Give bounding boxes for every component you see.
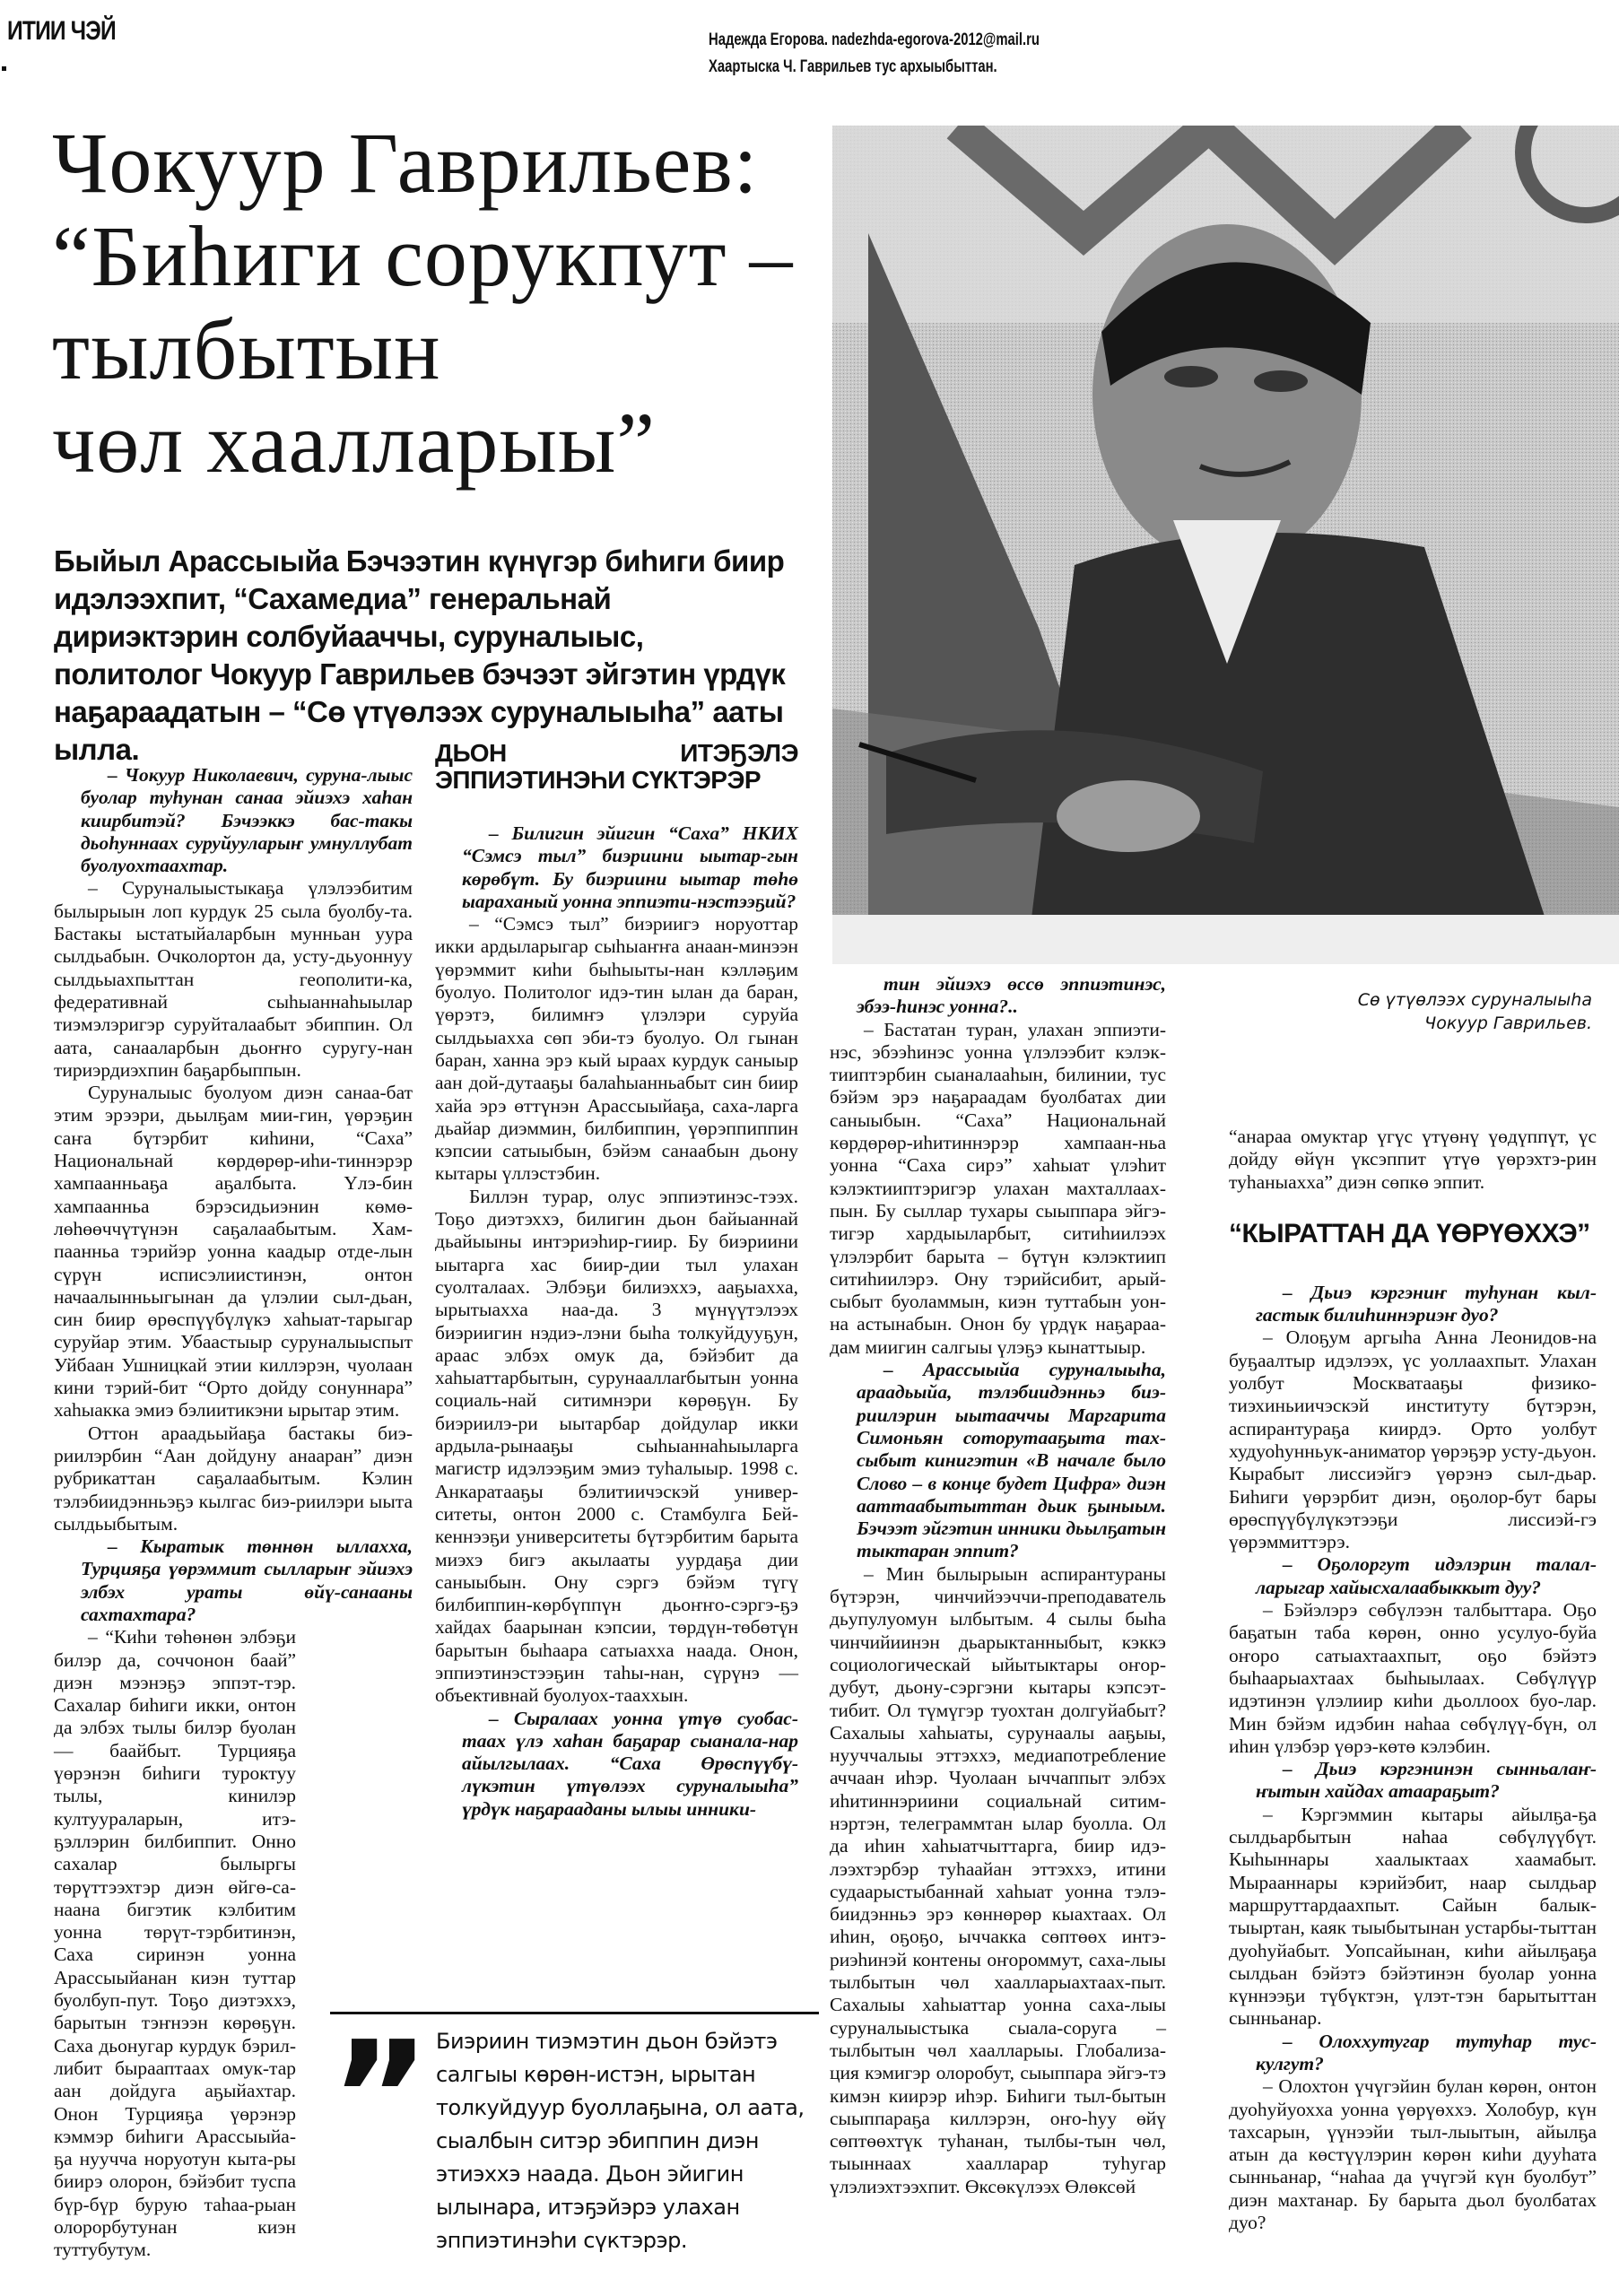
headline-line: Чокуур Гаврильев: <box>52 115 759 211</box>
interview-answer: – Суруналыыстыкаҕа үлэлээбитим былырыын лоп курдук 25 сыла буолбу-та. Бастакы ыстатыйаларбын мунньан уура сылдьабын. Очколортон да, усту-дьуоннуу сылдьыахпыттан геополити-ка, федеративнай сыһыаннаһыылар тиэмэлэригэр суруйталаабыт эбиппин. Ол аата, санааларбын дьоҥҥо суругу-нан тириэрдиэхпин баҕарбыппын. <box>54 877 413 1081</box>
section-subhead: “КЫРАТТАН ДА ҮӨРҮӨХХЭ” <box>1229 1218 1590 1248</box>
section-rubric: ИТИИ ЧЭЙ <box>7 16 116 46</box>
interview-question: – Олоххутугар тутуһар тус-кулгут? <box>1256 2030 1597 2074</box>
interview-answer: Биллэн турар, олус эппиэтинэс-тээх. Тоҕо диэтэххэ, билигин дьон байыаннай дьайыыны интэриэһир-гиир. Бу биэриини ыытарга хас биир-дии тыл улахан суолталаах. Элбэҕи билиэххэ, ааҕыахха, ырытыахха наа-да. 3 мүнүүтэлээх биэриигин нэдиэ-лэни быһа толкуйдууҕун, араас элбэх омук да, бэйэбит да хаһыаттарбытын, сурунааллarбытын уонна социаль-най ситимнэри көрөҕүн. Бу биэриилэ-ри ыытарбар дойдулар икки ардыла-рынааҕы сыһыаннаһыыларга магистр идэлээҕим эмиэ туһалыыр. 1998 с. Анкаратааҕы бэлитиичэскэй универ-ситеты, онтон 2000 с. Стамбулга Бей-кеннээҕи университеты бүтэрбитим барыта миэхэ бигэ акылааты уурдаҕа дии саныыбын. Ону сэргэ бэйэм түгү билбиппин-көрбүппүн дьоҥҥо-сэргэ-ҕэ хайдах баарынан кэпсии, төрдүн-төбөтүн барытын быһаара сатыахха наада. Онон, эппиэтинэстээҕин таһы-нан, сүрүнэ — объективнай буолуох-тааххын. <box>435 1185 798 1707</box>
headline-line: “Биһиги сорукпут – <box>52 208 794 304</box>
interview-question: – Арассыыйа суруналыыһа, араадьыйа, тэлэбиидэнньэ биэ-риилэрин ыытааччы Маргарита Симоньян соторутааҕыта тах-сыбыт кинигэтин «В начале было Слово – в конце будет Цифра» диэн ааттаабытыттан дьик ҕыныым. Бэчээт эйгэтин инники дьылҕатын тыктаран эппит? <box>857 1359 1166 1562</box>
interview-question: – Билигин эйигин “Саха” НКИХ “Сэмсэ тыл” биэриини ыытар-гын көрөбүт. Бу биэриини ыытар төһө ыараханый уонна эппиэти-нэстээҕий? <box>462 822 798 912</box>
headline <box>52 117 913 490</box>
portrait-photo <box>832 126 1619 964</box>
interview-answer: – Мин былырыын аспирантураны бүтэрэн, чинчийээччи-преподаватель дьупулуомун ылбытым. 4 сылы быһа чинчийиинэн дьарыктанныбыт, кэккэ социологическай ыйытыктары оҥор-дубут, дьону-сэргэни кытары кэпсэт-тибит. Ол түмүгэр туохтан долгуйабыт? Сахалыы хаһыаты, сурунаалы ааҕыы, нууччалыы эттэххэ, медиапотребление аччаан иһэр. Чуолаан ыччаппыт элбэх иһитиннэриини социальнай ситим-нэртэн, телеграммтан ылар буолла. Ол да иһин хаһыатчыттарга, биир идэ-лээхтэрбэр туһаайан эттэххэ, итини судаарыстыбаннай хаһыат уонна тэлэ-биидэнньэ эрэ көннөрөр кыахтаах. Ол иһин, оҕоҕо, ыччакка сөптөөх интэ-риэһинэй контены оҥороммут, саха-лыы тылбытын чөл хаалларыахтаах-пыт. Сахалыы хаһыаттар уонна саха-лыы суруналыыстыка сыала-соруга – тылбытын чөл хаалларыы. Глобализа-ция кэмигэр олоробут, сыыппара эйгэ-тэ кимэн киирэр иһэр. Биһиги тыл-бытын сыыппараҕа киллэрэн, оҥо-һуу өйү сөптөөхтүк туһанан, тылбы-тын чөл, тыыннаах хаалларар туһугар үлэлиэхтээхпит. Өксөкүлээх Өлөксөй <box>830 1562 1166 2197</box>
interview-answer: – “Сэмсэ тыл” биэриигэ норуоттар икки ардыларыгар сыһыаҥҥа анаан-минээн үөрэммит киһи быһыыты-нан кэлләҕим буолуо. Политолог идэ-тин ылан да баран, үөрэтэ, билимҥэ үлэлэри суруйа сылдьыахха сөп эби-тэ буолуо. Ол гынан баран, ханна эрэ кый ыраах курдук саныыр аан дой-дутааҕы балаһыанньабыт син биир хайа эрэ өттүнэн Арассыыйаҕа, саха-ларга дьайар диэммин, билбиппин, үөрэппиппин кэпсии сатыыбын, бэйэм санаабын дьону кытары үллэстэбин. <box>435 913 798 1185</box>
lead-paragraph: Быйыл Арассыыйа Бэчээтин күнүгэр биһиги биир идэлээхпит, “Сахамедиа” генеральнай дириэктэрин солбуйааччы, суруналыыс, политолог Чокуур Гаврильев бэчээт эйгэтин үрдүк наҕараадатын – “Сө үтүөлээх суруналыыһа” ааты ылла. <box>54 544 786 766</box>
caption-line: Чокуур Гаврильев. <box>1424 1013 1592 1033</box>
headline-line: чөл хаалларыы” <box>52 395 657 491</box>
photo-caption <box>1229 988 1592 1035</box>
interview-answer: – Кэргэммин кытары айылҕа-ҕа сылдьарбытын наһаа сөбүлүүбүт. Кыһыннары хаалыктаах хаамабыт. Мырааннары кэрийэбит, наар сылдьар маршруттардаахпыт. Сайын балык-тыыртан, каяк тыыбытынан устарбы-тыттан дуоһуйабыт. Уопсайынан, киһи айылҕаҕа сылдьан бэйэтэ бэйэтинэн буолар уонна күннээҕи түбүктэн, үлэт-тэн барытыттан сынньанар. <box>1229 1803 1597 2030</box>
interview-question: – Кыратык төннөн ыллахха, Турцияҕа үөрэммит сылларыҥ эйиэхэ элбэх ураты өйү-санааны сахтахтара? <box>81 1535 413 1625</box>
caption-line: Сө үтүөлээх суруналыыһа <box>1357 990 1592 1010</box>
interview-question: – Дьиэ кэргэнинэн сынньалаҥ-ҥытын хайдах атаараҕыт? <box>1256 1758 1597 1803</box>
section-subhead: ДЬОН ИТЭҔЭЛЭ ЭППИЭТИНЭҺИ СҮКТЭРЭР <box>435 739 798 794</box>
interview-answer: “анараа омуктар үгүс үтүөнү үөдүппүт, үс дойду өйүн үксэппит үтүө үөрэхтэ-рин туһаныахха” диэн сөпкө эппит. <box>1229 1126 1597 1193</box>
interview-answer: – Олохтон үчүгэйин булан көрөн, онтон дуоһуйуохха уонна үөрүөххэ. Холобур, күн тахсарын, үүнээйи тыл-лыытын, айылҕа атын да көстүүлэрин көрөн киһи дууһата сынньанар, “наһаа да үчүгэй күн буолбут” диэн махтанар. Бу барыта дьол буолбатах дуо? <box>1229 2075 1597 2234</box>
article-column-2 <box>435 740 798 1821</box>
interview-answer: Оттон араадьыйаҕа бастакы биэ-риилэрбин “Аан дойдуну анааран” диэн рубрикаттан саҕалаабытым. Кэлин тэлэбиидэнньэҕэ кылгас биэ-риилэри ыыта сылдьыбытым. <box>54 1422 413 1535</box>
interview-answer: – Олоҕум аргыһа Анна Леонидов-на буҕаалтыр идэлээх, үс уоллаахпыт. Улахан уолбут Москватааҕы физико-тиэхиньиичэскэй институту бүтэрэн, аспирантураҕа киирдэ. Орто уолбут худуоһунньук-аниматор үөрэҕэр усту-дьуон. Кырабыт лиссиэйгэ үөрэнэ сыл-дьар. Биһиги үөрэрбит диэн, оҕолор-бут бары өрөспүүбүлүкэтээҕи лиссиэй-гэ үөрэммиттэрэ. <box>1229 1326 1597 1553</box>
author-credit: Надежда Егорова. nadezhda-egorova-2012@mail.ru <box>709 30 1040 49</box>
interview-question: – Сыралаах уонна үтүө суобас-таах үлэ хаһан баҕарар сыанала-нар айылгылаах. “Саха Өрөспүүбү-лүкэтин үтүөлээх суруналыыһа” үрдүк наҕарааданы ылыы инники- <box>462 1707 798 1820</box>
photo-credit: Хаартыска Ч. Гаврильев тус архыыбыттан. <box>709 57 997 76</box>
rubric-marker <box>2 66 6 71</box>
byline <box>709 27 1040 81</box>
article-column-3 <box>830 973 1166 2198</box>
interview-question: – Дьиэ кэргэниҥ туһунан кыл-гастык билиһиннэриэҥ дуо? <box>1256 1281 1597 1326</box>
interview-answer: – “Киһи төһөнөн элбэҕи билэр да, соччонон баай” диэн мээнэҕэ эппэт-тэр. Сахалар биһиги икки, онтон да элбэх тылы билэр буолан — баайбыт. Турцияҕа үөрэнэн биһиги туроктуу тылы, кинилэр култуураларын, итэ-ҕэллэрин билбиппит. Онно сахалар былыргы төрүттээхтэр диэн өйгө-са-наана бигэтик кэлбитим уонна төрүт-тэрбитинэн, Саха сиринэн уонна Арассыыйанан киэн туттар буолбуп-пут. Тоҕо диэтэххэ, барытын тэҥнээн көрөҕүн. Саха дьонугар курдук бэрил-либит бырааптаах омук-тар аан дойдуга аҕыйахтар. Онон Турцияҕа үөрэнэр кэммэр биһиги Арассыыйа-ҕа нууччa норуотун кыта-ры биирэ олорон, бэйэбит туспа бүр-бүр бурую таһаа-рыан олорорбутунан киэн туттубутум. <box>54 1626 296 2261</box>
interview-answer: – Бэйэлэрэ сөбүлээн талбыттара. Оҕо баҕатын таба көрөн, онно усулуо-буйа оҥоро сатыахтаахпыт, оҕо бэйэтэ быһаарыахтаах быһыылаах. Сөбүлүүр идэтинэн үлэлиир киһи дьоллоох буо-лар. Мин бэйэм идэбин наһаа сөбүлүү-бүн, ол иһин үлэбэр үөрэ-көтө кэлэбин. <box>1229 1599 1597 1757</box>
interview-question: – Оҕолоргут идэлэрин талал-ларыгар хайысхалаабыккыт дуу? <box>1256 1553 1597 1598</box>
photo-illustration <box>832 126 1619 964</box>
headline-line: тылбытын <box>52 301 441 397</box>
interview-question: тин эйиэхэ өссө эппиэтинэс, эбээ-һинэс уонна?.. <box>857 973 1166 1018</box>
pull-quote-text: Биэриин тиэмэтин дьон бэйэтэ салгыы көрөн-истэн, ырытан толкуйдуур буоллаҕына, ол аата, сыалбын ситэр эбиппин диэн этиэххэ наада. Дьон эйигин ылынара, итэҕэйэрэ улахан эппиэтинэһи сүктэрэр. <box>436 2029 805 2253</box>
interview-answer: Суруналыыс буолуом диэн санаа-бат этим эрээри, дьылҕам мии-гин, үөрэҕин саҥа бүтэрбит киһини, “Саха” Национальнай көрдөрөр-иһи-тиннэрэр хампаанньаҕа аҕалбыта. Үлэ-бин хампаанньа бэрэсидьиэнин көмө-лөһөөччүтүнэн саҕалаабытым. Хам-паанньа тэрийэр уонна каадыр отде-лын сүрүн исписэлиистинэн, онтон начаалынньыгынан да үлэлии сыл-дьан, син биир өрөспүүбүлүкэ хаһыат-тарыгар суруйар этим. Убаастыыр суруналыыспыт Уйбаан Ушницкай этии киллэрэн, чуолаан кини тэрий-бит “Орто дойду сонуннара” хаһыакка эмиэ бэлиитикэни ырытар этим. <box>54 1082 413 1422</box>
article-column-4 <box>1229 1126 1597 2234</box>
quote-mark-icon: ” <box>330 2009 418 2187</box>
pull-quote <box>330 2009 819 2257</box>
interview-answer: – Бастатан туран, улахан эппиэти-нэс, эбээһинэс уонна үлэлээбит кэлэк-тииптэрбин сыаналааһын, билинии, тус бэйэм эрэ наҕараадам буолбатах дии саныыбын. “Саха” Национальнай көрдөрөр-иһитиннэрэр хампаан-ньа уонна “Саха сирэ” хаһыат үлэһит кэлэктииптэригэр улахан махталлаах-пын. Бу сыллар тухары сыыппара эйгэ-тигэр хардыыларбыт, ситиһиилээх үлэлэрбит барыта – бүтүн кэлэктиип ситиһиилэрэ. Ону тэрийсибит, арый-сыбыт буоламмын, киэн туттабын уон-на астынабын. Онон бу үрдүк наҕараа-дам миигин салгыы үлэҕэ кынаттыыр. <box>830 1018 1166 1358</box>
interview-question: – Чокуур Николаевич, суруна-лыыс буолар туһунан санаа эйиэхэ хаһан киирбитэй? Бэчээккэ бас-такы дьоһуннаах суруйууларыҥ умнуллубат буолуохтаахтар. <box>81 764 413 877</box>
